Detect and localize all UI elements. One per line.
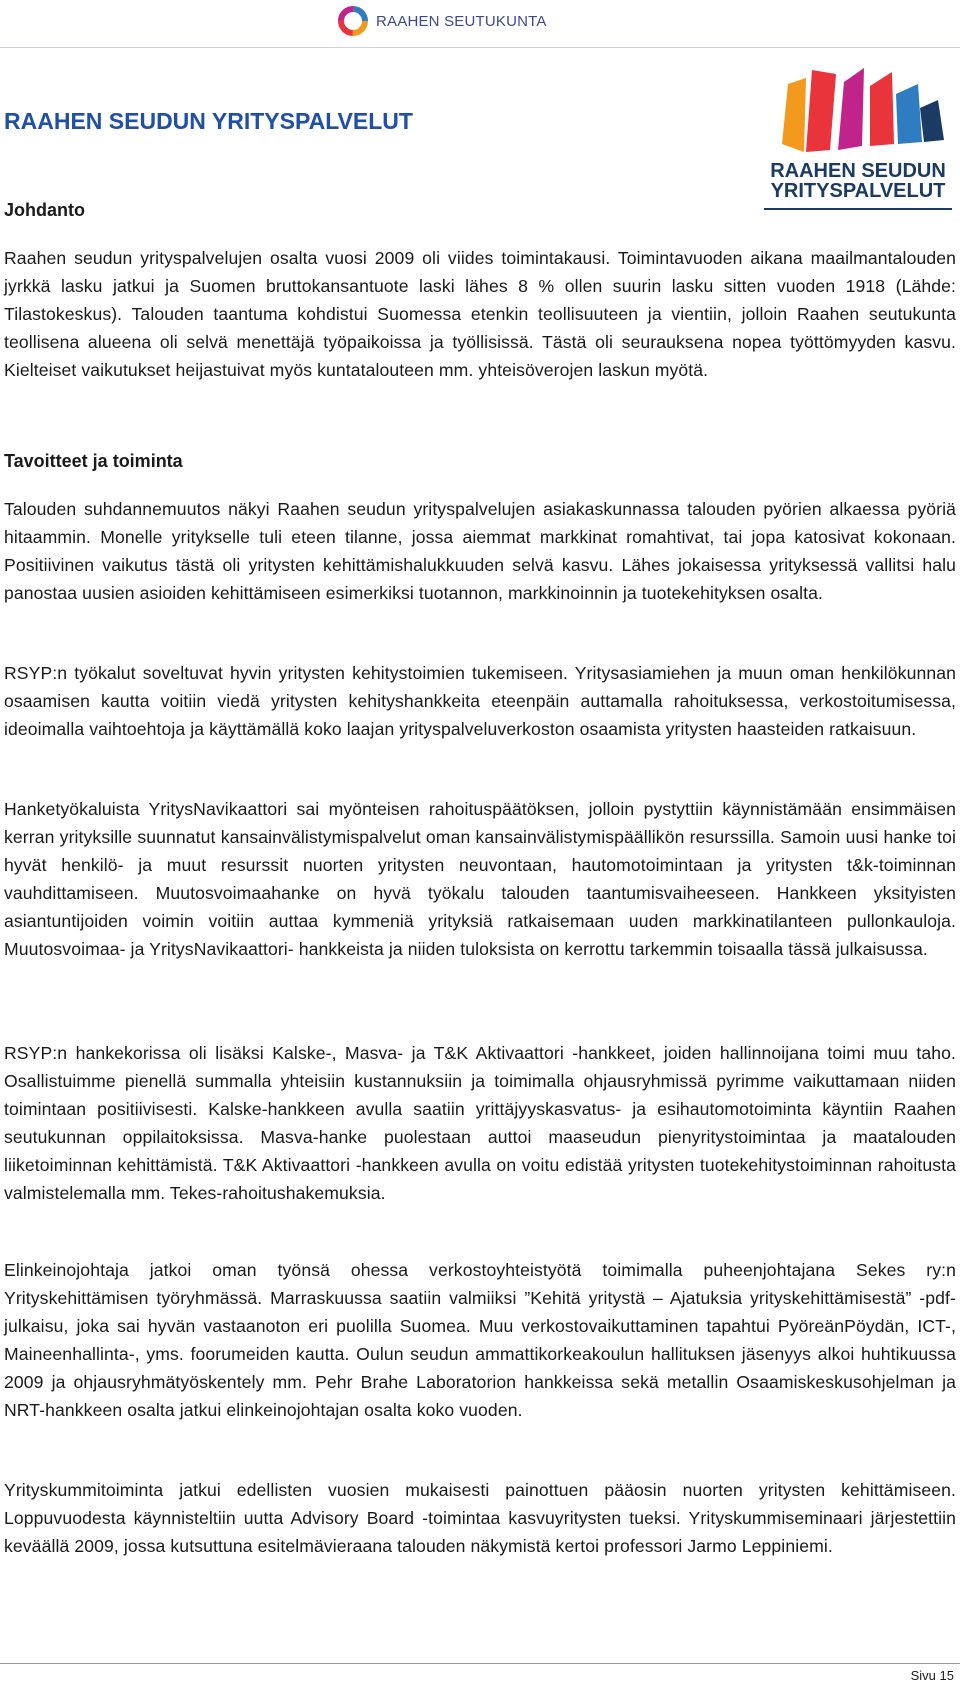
intro-heading: Johdanto	[4, 200, 85, 220]
page-number: Sivu 15	[910, 1668, 954, 1683]
goals-paragraph-3: Hanketyökaluista YritysNavikaattori sai myönteisen rahoituspäätöksen, jolloin pystyttiin käynnistämään ensimmäisen kerran yrityksille suunnatut kansainvälistymispalvelut oman kansainvälistymispäällikön resurssilla. Samoin uusi hanke toi hyvät henkilö- ja muut resurssit nuorten yritysten neuvontaan, hautomotoimintaan ja yritysten t&k-toiminnan vauhdittamiseen. Muutosvoimaahanke on hyvä työkalu talouden taantumisvaiheeseen. Hankkeen yksityisten asiantuntijoiden voimin voitiin auttaa kymmeniä yrityksiä ratkaisemaan uuden markkinatilanteen pullonkauloja. Muutosvoimaa- ja YritysNavikaattori- hankkeista ja niiden tuloksista on kerrottu tarkemmin toisaalla tässä julkaisussa.	[4, 799, 956, 959]
header-divider	[0, 47, 960, 48]
page-title: RAAHEN SEUDUN YRITYSPALVELUT	[4, 108, 413, 134]
footer-divider	[0, 1663, 960, 1664]
goals-paragraph-2: RSYP:n työkalut soveltuvat hyvin yritysten kehitystoimien tukemiseen. Yritysasiamiehen ja muun oman henkilökunnan osaamisen kautta voitiin viedä yritysten kehityshankkeita eteenpäin auttamalla rahoituksessa, verkostoitumisessa, ideoimalla vaihtoehtoja ja käyttämällä koko laajan yrityspalveluverkoston osaamista yritysten haasteiden ratkaisuun.	[4, 663, 956, 739]
logo-line1: RAAHEN SEUDUN	[770, 160, 946, 182]
ring-logo-icon	[336, 4, 370, 38]
header-logo	[336, 2, 547, 40]
intro-paragraph: Raahen seudun yrityspalvelujen osalta vuosi 2009 oli viides toimintakausi. Toimintavuoden aikana maailmantalouden jyrkkä lasku jatkui ja Suomen bruttokansantuote laski lähes 8 % ollen suurin lasku sitten vuoden 1918 (Lähde: Tilastokeskus). Talouden taantuma kohdistui Suomessa etenkin teollisuuteen ja vientiin, jolloin Raahen seutukunta teollisena alueena oli selvä menettäjä työpaikoissa ja työllisissä. Tästä oli seurauksena nopea työttömyyden kasvu. Kielteiset vaikutukset heijastuivat myös kuntatalouteen mm. yhteisöverojen laskun myötä.	[4, 248, 956, 380]
header-brand: RAAHEN SEUTUKUNTA	[376, 12, 547, 30]
sails-logo-icon	[760, 64, 956, 156]
goals-paragraph-4: RSYP:n hankekorissa oli lisäksi Kalske-, Masva- ja T&K Aktivaattori -hankkeet, joiden hallinnoijana toimi muu taho. Osallistuimme pienellä summalla yhteisiin kustannuksiin ja toimimalla ohjausryhmissä pyrimme vaikuttamaan niiden toimintaan positiivisesti. Kalske-hankkeen avulla saatiin yrittäjyyskasvatus- ja esihautomotoiminta käyntiin Raahen seutukunnan oppilaitoksissa. Masva-hanke puolestaan auttoi maaseudun pienyritystoimintaa ja maatalouden liiketoiminnan kehittämistä. T&K Aktivaattori -hankkeen avulla on voitu edistää yritysten tuotekehitystoiminnan rahoitusta valmistelemalla mm. Tekes-rahoitushakemuksia.	[4, 1043, 956, 1203]
goals-paragraph-1: Talouden suhdannemuutos näkyi Raahen seudun yrityspalvelujen asiakaskunnassa talouden pyörien alkaessa pyöriä hitaammin. Monelle yritykselle tuli eteen tilanne, jossa aiemmat markkinat romahtivat, tai jopa katosivat kokonaan. Positiivinen vaikutus tästä oli yritysten kehittämishalukkuuden selvä kasvu. Lähes jokaisessa yrityksessä vallitsi halu panostaa uusien asioiden kehittämiseen esimerkiksi tuotannon, markkinoinnin ja tuotekehityksen osalta.	[4, 499, 956, 603]
logo-line2: YRITYSPALVELUT	[770, 180, 946, 202]
goals-heading: Tavoitteet ja toiminta	[4, 451, 183, 471]
goals-paragraph-5: Elinkeinojohtaja jatkoi oman työnsä ohessa verkostoyhteistyötä toimimalla puheenjohtajana Sekes ry:n Yrityskehittämisen työryhmässä. Marraskuussa saatiin valmiiksi ”Kehitä yritystä – Ajatuksia yrityskehittämisestä” -pdf-julkaisu, joka sai hyvän vastaanoton eri puolilla Suomea. Muu verkostovaikuttaminen tapahtui PyöreänPöydän, ICT-, Maineenhallinta-, yms. foorumeiden kautta. Oulun seudun ammattikorkeakoulun hallituksen jäsenyys alkoi huhtikuussa 2009 ja ohjausryhmätyöskentely mm. Pehr Brahe Laboratorion hankkeissa sekä metallin Osaamiskeskusohjelman ja NRT-hankkeen osalta jatkui elinkeinojohtajan osalta koko vuoden.	[4, 1260, 956, 1420]
logo-underline	[764, 208, 952, 210]
goals-paragraph-6: Yrityskummitoiminta jatkui edellisten vuosien mukaisesti painottuen pääosin nuorten yritysten kehittämiseen. Loppuvuodesta käynnisteltiin uutta Advisory Board -toimintaa kasvuyritysten tueksi. Yrityskummiseminaari järjestettiin keväällä 2009, jossa kutsuttuna esitelmävieraana talouden näkymistä kertoi professori Jarmo Leppiniemi.	[4, 1480, 956, 1556]
yrityspalvelut-logo	[760, 64, 956, 218]
